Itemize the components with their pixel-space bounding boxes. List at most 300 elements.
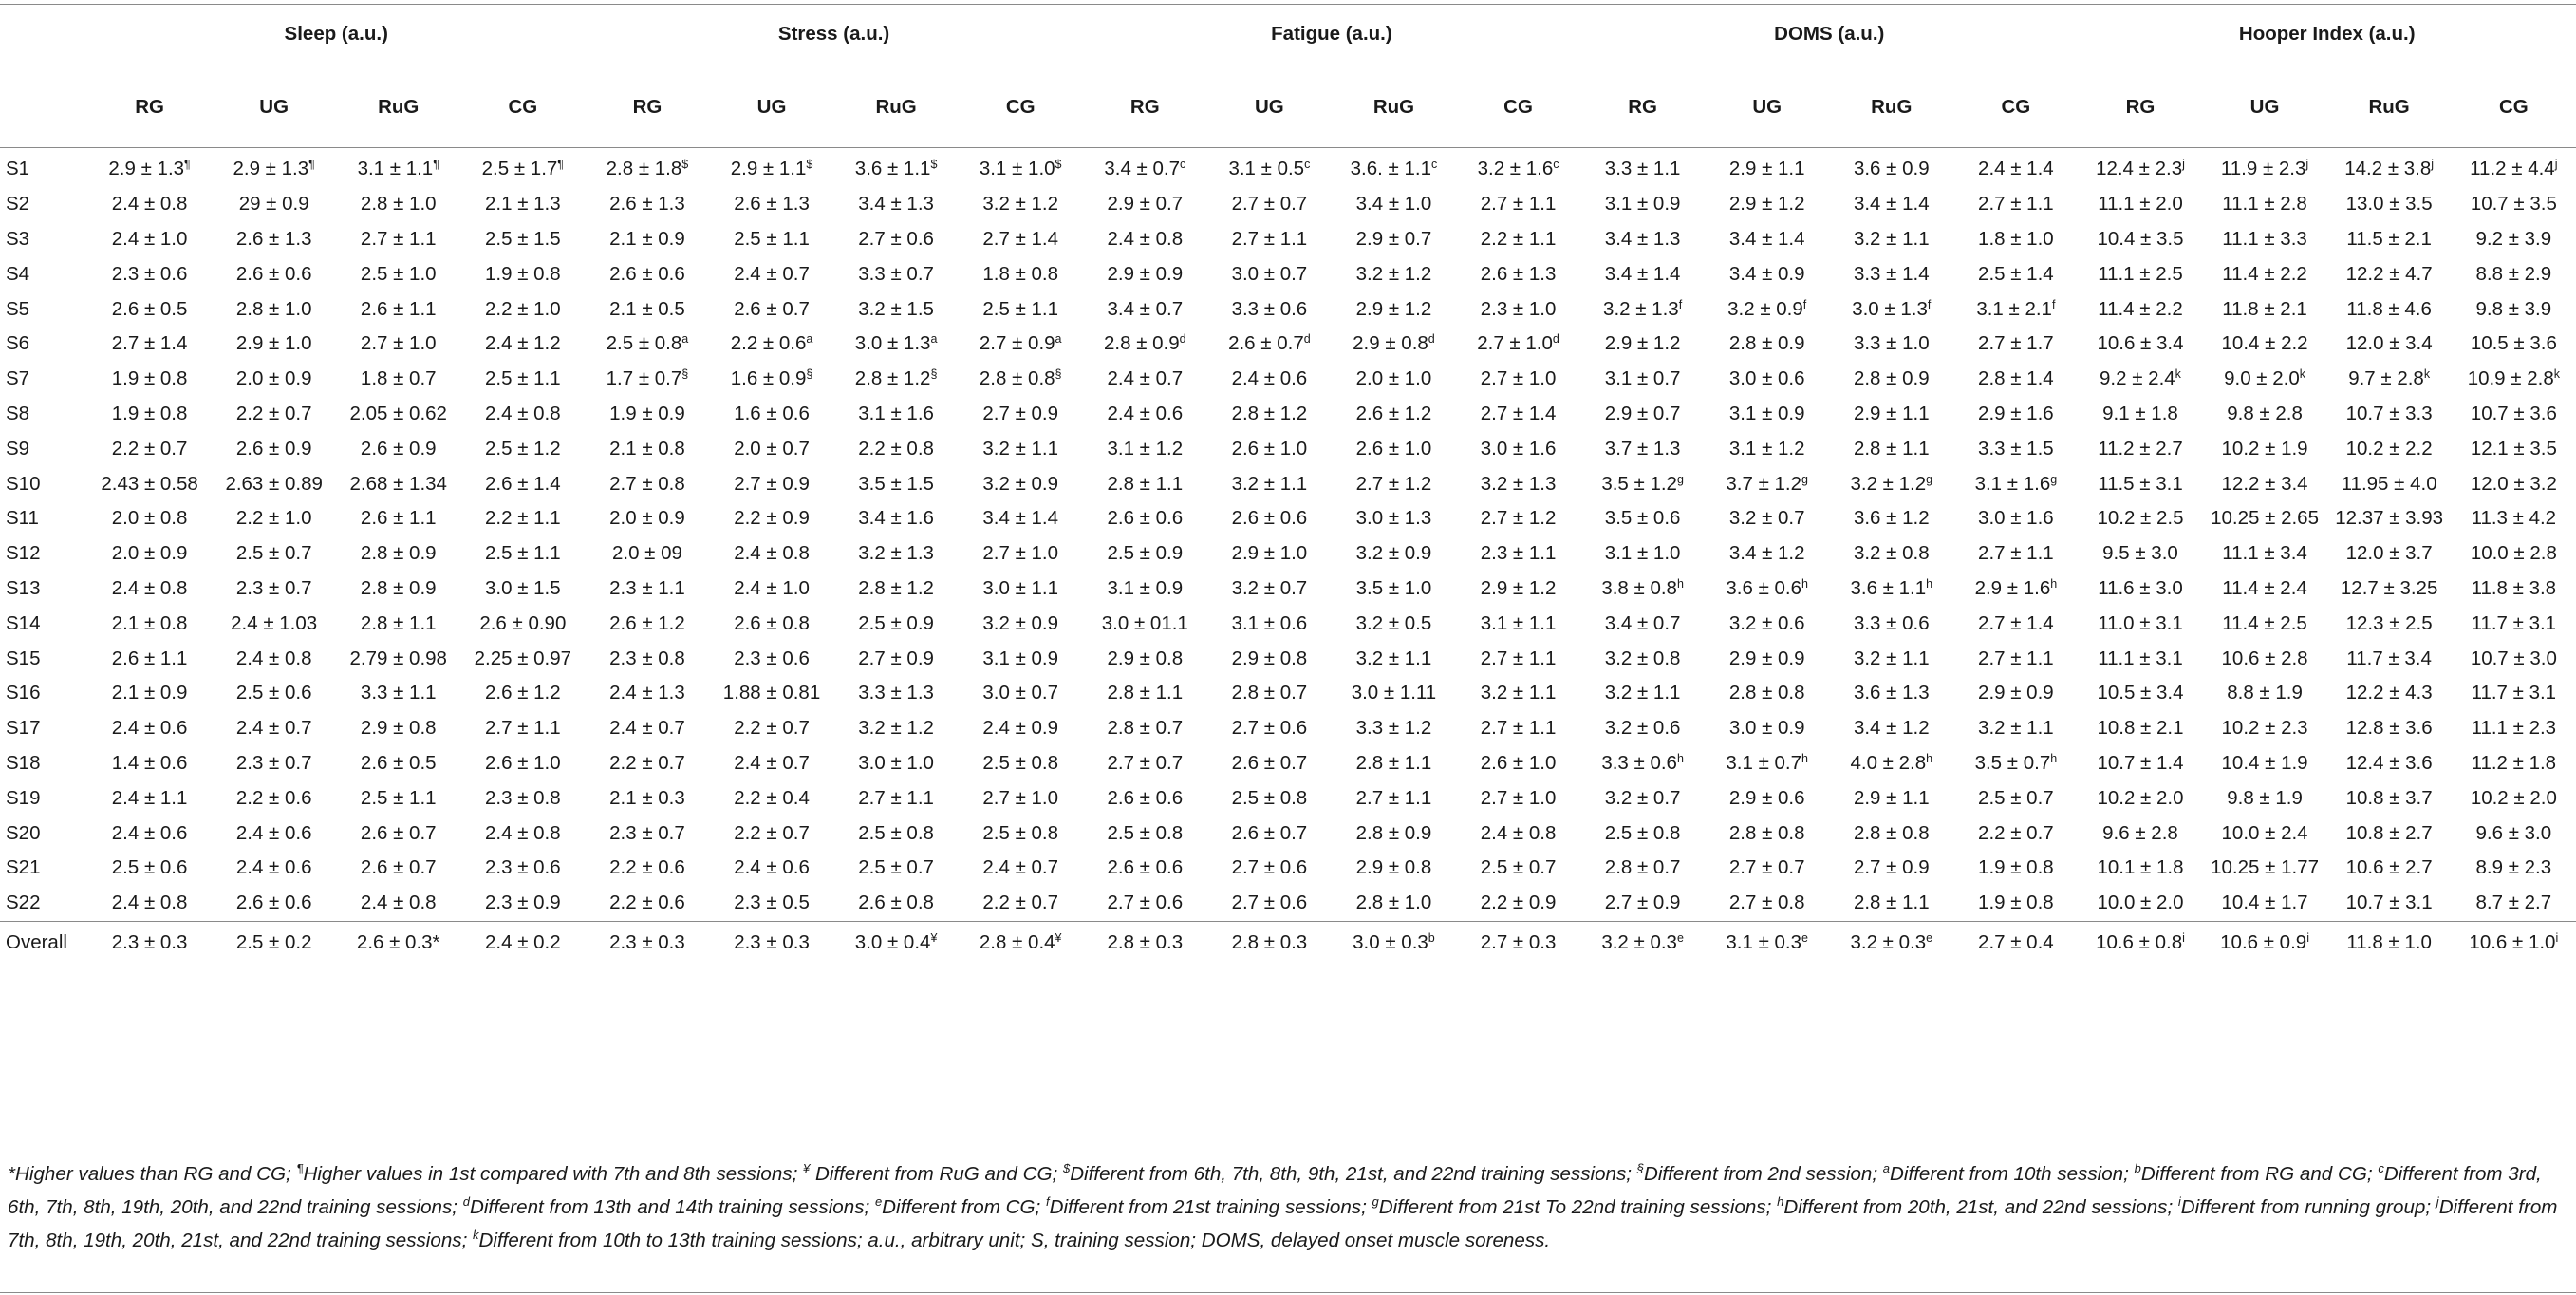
cell-value: 2.9 ± 0.8 bbox=[360, 717, 437, 740]
group-header-sleep: Sleep (a.u.) bbox=[87, 9, 585, 66]
table-cell bbox=[1829, 641, 1953, 676]
cell-value: 2.9 ± 1.3 bbox=[108, 158, 185, 180]
col-header-stress-rug: RuG bbox=[834, 66, 959, 148]
cell-footnote-mark: g bbox=[1676, 472, 1684, 486]
cell-footnote-mark: k bbox=[2175, 367, 2181, 382]
table-cell bbox=[1456, 572, 1580, 607]
cell-footnote-mark: f bbox=[1927, 297, 1932, 311]
cell-value: 10.25 ± 1.77 bbox=[2211, 856, 2319, 879]
table-row bbox=[0, 187, 2576, 222]
cell-value: 2.5 ± 0.6 bbox=[111, 856, 188, 879]
table-cell bbox=[959, 746, 1083, 781]
table-cell bbox=[1580, 816, 1705, 851]
table-cell bbox=[1705, 606, 1829, 641]
cell-value: 2.7 ± 0.9 bbox=[1604, 891, 1681, 914]
table-cell bbox=[1207, 606, 1332, 641]
cell-value: 2.7 ± 1.4 bbox=[111, 332, 188, 355]
table-cell bbox=[460, 572, 585, 607]
table-cell bbox=[2203, 676, 2327, 711]
cell-value: 1.8 ± 0.7 bbox=[360, 367, 437, 390]
cell-value: 3.2 ± 1.1 bbox=[1355, 647, 1432, 669]
cell-value: 3.1 ± 1.6 bbox=[1974, 472, 2051, 495]
cell-value: 10.25 ± 2.65 bbox=[2211, 507, 2319, 530]
cell-value: 3.1 ± 0.6 bbox=[1231, 611, 1308, 634]
cell-value: 2.4 ± 0.6 bbox=[1107, 402, 1184, 424]
table-cell bbox=[87, 606, 212, 641]
table-cell bbox=[959, 851, 1083, 886]
table-cell bbox=[2452, 746, 2576, 781]
bottom-rule bbox=[0, 1292, 2576, 1293]
table-cell bbox=[212, 711, 336, 746]
table-cell bbox=[1207, 148, 1332, 187]
cell-value: 2.3 ± 1.1 bbox=[609, 576, 685, 599]
table-cell bbox=[834, 851, 959, 886]
table-cell bbox=[1705, 397, 1829, 432]
cell-value: 2.6 ± 0.6 bbox=[1231, 507, 1308, 530]
cell-value: 3.2 ± 0.7 bbox=[1728, 507, 1805, 530]
cell-value: 3.1 ± 1.0 bbox=[979, 158, 1055, 180]
cell-value: 11.2 ± 2.7 bbox=[2098, 437, 2183, 460]
table-row bbox=[0, 222, 2576, 257]
cell-value: 10.2 ± 2.2 bbox=[2345, 437, 2433, 460]
cell-value: 3.2 ± 1.5 bbox=[858, 297, 934, 320]
cell-value: 2.7 ± 1.1 bbox=[1231, 227, 1308, 250]
table-cell bbox=[585, 572, 709, 607]
cell-value: 10.9 ± 2.8 bbox=[2467, 367, 2554, 390]
cell-value: 2.7 ± 0.6 bbox=[1231, 717, 1308, 740]
cell-value: 4.0 ± 2.8 bbox=[1850, 751, 1927, 774]
table-cell bbox=[585, 187, 709, 222]
cell-value: 3.4 ± 0.9 bbox=[1728, 262, 1805, 285]
table-cell bbox=[2078, 676, 2202, 711]
table-cell bbox=[2452, 148, 2576, 187]
footnote-text: Different from RG and CG; bbox=[2140, 1163, 2379, 1185]
table-cell bbox=[2452, 921, 2576, 964]
cell-value: 2.9 ± 0.9 bbox=[1728, 647, 1805, 669]
col-header-sleep-rg: RG bbox=[87, 66, 212, 148]
table-cell bbox=[709, 572, 833, 607]
cell-value: 3.4 ± 0.7 bbox=[1104, 158, 1180, 180]
table-cell bbox=[834, 466, 959, 501]
cell-value: 2.4 ± 0.8 bbox=[111, 891, 188, 914]
cell-value: 11.9 ± 2.3 bbox=[2220, 158, 2306, 180]
cell-footnote-mark: j bbox=[2554, 158, 2558, 172]
cell-value: 2.6 ± 0.7 bbox=[734, 297, 810, 320]
table-cell bbox=[460, 851, 585, 886]
cell-value: 3.6. ± 1.1 bbox=[1350, 158, 1431, 180]
cell-value: 2.7 ± 0.9 bbox=[982, 402, 1059, 424]
cell-value: 2.9 ± 1.2 bbox=[1604, 332, 1681, 355]
cell-value: 1.9 ± 0.8 bbox=[111, 367, 188, 390]
table-cell bbox=[460, 606, 585, 641]
cell-footnote-mark: k bbox=[2423, 367, 2431, 382]
table-cell bbox=[1953, 362, 2078, 397]
cell-value: 3.1 ± 1.0 bbox=[1604, 542, 1681, 565]
table-cell bbox=[1332, 256, 1456, 291]
table-cell bbox=[2203, 187, 2327, 222]
cell-value: 10.7 ± 3.0 bbox=[2470, 647, 2557, 669]
cell-value: 3.1 ± 0.9 bbox=[1728, 402, 1805, 424]
table-cell bbox=[1829, 536, 1953, 572]
table-cell bbox=[336, 572, 460, 607]
table-row bbox=[0, 327, 2576, 362]
cell-value: 2.2 ± 0.7 bbox=[734, 717, 810, 740]
cell-value: 2.7 ± 1.2 bbox=[1480, 507, 1557, 530]
table-cell bbox=[87, 780, 212, 816]
cell-value: 3.5 ± 0.7 bbox=[1974, 751, 2051, 774]
table-cell bbox=[2452, 886, 2576, 921]
cell-value: 3.1 ± 0.3 bbox=[1726, 930, 1802, 953]
col-header-doms-rug: RuG bbox=[1829, 66, 1953, 148]
table-cell bbox=[1207, 921, 1332, 964]
cell-value: 2.6 ± 0.5 bbox=[360, 751, 437, 774]
table-cell bbox=[1332, 711, 1456, 746]
table-cell bbox=[2452, 256, 2576, 291]
table-cell bbox=[1953, 501, 2078, 536]
table-cell bbox=[1580, 851, 1705, 886]
cell-value: 2.1 ± 0.9 bbox=[111, 682, 188, 704]
cell-value: 2.2 ± 0.7 bbox=[609, 751, 685, 774]
table-cell bbox=[834, 187, 959, 222]
table-cell bbox=[460, 816, 585, 851]
table-cell bbox=[1953, 746, 2078, 781]
table-cell bbox=[2078, 431, 2202, 466]
table-cell bbox=[1332, 327, 1456, 362]
table-cell bbox=[87, 466, 212, 501]
cell-value: 9.7 ± 2.8 bbox=[2348, 367, 2424, 390]
table-cell bbox=[1953, 222, 2078, 257]
footnote-text: Different from 21st To 22nd training sessions; bbox=[1378, 1196, 1778, 1218]
table-cell bbox=[212, 536, 336, 572]
cell-value: 2.4 ± 1.2 bbox=[485, 332, 561, 355]
table-cell bbox=[834, 291, 959, 327]
table-cell bbox=[1207, 780, 1332, 816]
table-cell bbox=[212, 148, 336, 187]
cell-value: 2.7 ± 1.4 bbox=[982, 227, 1059, 250]
table-cell bbox=[834, 536, 959, 572]
cell-value: 2.9 ± 1.2 bbox=[1355, 297, 1432, 320]
table-cell bbox=[336, 676, 460, 711]
table-cell bbox=[2203, 886, 2327, 921]
cell-value: 3.0 ± 0.9 bbox=[1728, 717, 1805, 740]
cell-value: 2.2 ± 0.8 bbox=[858, 437, 934, 460]
cell-value: 2.8 ± 1.0 bbox=[1355, 891, 1432, 914]
cell-value: 2.8 ± 0.8 bbox=[979, 367, 1055, 390]
table-cell bbox=[1705, 676, 1829, 711]
cell-value: 2.8 ± 1.8 bbox=[606, 158, 682, 180]
table-cell bbox=[2203, 291, 2327, 327]
table-row bbox=[0, 536, 2576, 572]
table-cell bbox=[1207, 466, 1332, 501]
cell-value: 2.6 ± 0.3* bbox=[356, 930, 440, 953]
table-cell bbox=[460, 466, 585, 501]
table-cell bbox=[1580, 431, 1705, 466]
cell-value: 2.4 ± 0.7 bbox=[1107, 367, 1184, 390]
cell-value: 3.4 ± 1.4 bbox=[1604, 262, 1681, 285]
cell-value: 2.3 ± 0.8 bbox=[485, 786, 561, 809]
cell-value: 2.5 ± 0.7 bbox=[858, 856, 934, 879]
table-cell bbox=[1705, 746, 1829, 781]
cell-value: 2.6 ± 0.7 bbox=[1231, 751, 1308, 774]
cell-value: 2.7 ± 0.7 bbox=[1728, 856, 1805, 879]
table-cell bbox=[959, 222, 1083, 257]
table-cell bbox=[1580, 536, 1705, 572]
table-cell bbox=[1456, 362, 1580, 397]
cell-value: 2.6 ± 1.3 bbox=[1480, 262, 1557, 285]
cell-footnote-mark: j bbox=[2431, 158, 2435, 172]
cell-footnote-mark: h bbox=[1926, 751, 1933, 765]
session-label: S17 bbox=[6, 717, 41, 740]
table-cell bbox=[1829, 711, 1953, 746]
cell-value: 3.1 ± 1.6 bbox=[858, 402, 934, 424]
session-label: Overall bbox=[6, 930, 67, 953]
table-cell bbox=[1953, 431, 2078, 466]
cell-value: 2.6 ± 0.7 bbox=[1231, 821, 1308, 844]
table-cell bbox=[212, 816, 336, 851]
table-cell bbox=[2078, 222, 2202, 257]
table-cell bbox=[212, 222, 336, 257]
table-cell bbox=[1580, 291, 1705, 327]
table-cell bbox=[585, 606, 709, 641]
cell-value: 10.6 ± 2.7 bbox=[2345, 856, 2433, 879]
cell-value: 2.6 ± 1.3 bbox=[235, 227, 312, 250]
cell-value: 2.6 ± 1.2 bbox=[609, 611, 685, 634]
table-cell bbox=[834, 222, 959, 257]
cell-value: 2.8 ± 1.1 bbox=[1107, 682, 1184, 704]
table-footnote bbox=[8, 1157, 2570, 1257]
cell-value: 2.6 ± 0.6 bbox=[1107, 507, 1184, 530]
cell-value: 2.7 ± 1.0 bbox=[982, 542, 1059, 565]
table-cell bbox=[460, 641, 585, 676]
cell-value: 2.7 ± 1.7 bbox=[1978, 332, 2054, 355]
cell-value: 2.8 ± 0.4 bbox=[979, 930, 1055, 953]
table-cell bbox=[460, 327, 585, 362]
cell-value: 2.8 ± 1.1 bbox=[1355, 751, 1432, 774]
table-cell bbox=[1207, 222, 1332, 257]
cell-value: 11.1 ± 3.1 bbox=[2098, 647, 2183, 669]
cell-value: 3.2 ± 0.5 bbox=[1355, 611, 1432, 634]
cell-value: 2.9 ± 1.6 bbox=[1974, 576, 2051, 599]
table-cell bbox=[709, 641, 833, 676]
cell-value: 2.4 ± 0.6 bbox=[235, 821, 312, 844]
cell-value: 2.5 ± 0.8 bbox=[1231, 786, 1308, 809]
cell-value: 2.2 ± 0.4 bbox=[734, 786, 810, 809]
cell-value: 11.2 ± 1.8 bbox=[2471, 751, 2557, 774]
cell-value: 9.2 ± 3.9 bbox=[2475, 227, 2552, 250]
cell-footnote-mark: h bbox=[1676, 576, 1684, 591]
cell-value: 2.5 ± 0.6 bbox=[235, 682, 312, 704]
footnote-text: *Higher values than RG and CG; bbox=[8, 1163, 297, 1185]
cell-value: 12.0 ± 3.2 bbox=[2470, 472, 2557, 495]
table-cell bbox=[1456, 676, 1580, 711]
cell-footnote-mark: § bbox=[681, 367, 689, 382]
col-header-stress-rg: RG bbox=[585, 66, 709, 148]
table-row bbox=[0, 780, 2576, 816]
table-cell bbox=[212, 606, 336, 641]
table-cell bbox=[460, 921, 585, 964]
cell-value: 2.1 ± 0.9 bbox=[609, 227, 685, 250]
cell-value: 10.2 ± 2.0 bbox=[2097, 786, 2184, 809]
table-cell bbox=[1829, 572, 1953, 607]
cell-footnote-mark: k bbox=[2553, 367, 2560, 382]
table-cell bbox=[959, 256, 1083, 291]
cell-value: 11.1 ± 3.4 bbox=[2222, 542, 2307, 565]
table-cell bbox=[1953, 291, 2078, 327]
table-cell bbox=[1705, 466, 1829, 501]
table-cell bbox=[87, 148, 212, 187]
cell-value: 2.4 ± 0.6 bbox=[1231, 367, 1308, 390]
top-rule bbox=[0, 4, 2576, 5]
cell-value: 3.1 ± 0.7 bbox=[1604, 367, 1681, 390]
cell-value: 11.1 ± 3.3 bbox=[2222, 227, 2307, 250]
table-cell bbox=[959, 291, 1083, 327]
cell-value: 10.8 ± 2.7 bbox=[2345, 821, 2433, 844]
cell-value: 3.8 ± 0.8 bbox=[1601, 576, 1677, 599]
footnote-mark: e bbox=[874, 1194, 883, 1209]
cell-value: 2.2 ± 1.1 bbox=[485, 507, 561, 530]
cell-value: 2.9 ± 1.6 bbox=[1978, 402, 2054, 424]
cell-value: 3.1 ± 0.9 bbox=[982, 647, 1059, 669]
cell-value: 2.4 ± 0.7 bbox=[982, 856, 1059, 879]
table-cell bbox=[2203, 606, 2327, 641]
table-cell bbox=[2078, 327, 2202, 362]
table-cell bbox=[460, 780, 585, 816]
table-cell bbox=[1953, 187, 2078, 222]
table-cell bbox=[2203, 501, 2327, 536]
table-cell bbox=[585, 886, 709, 921]
table-cell bbox=[2452, 641, 2576, 676]
table-cell bbox=[1456, 921, 1580, 964]
table-cell bbox=[709, 256, 833, 291]
table-row bbox=[0, 816, 2576, 851]
group-header-stress: Stress (a.u.) bbox=[585, 9, 1082, 66]
footnote-mark: d bbox=[462, 1194, 470, 1209]
cell-value: 2.4 ± 0.6 bbox=[111, 717, 188, 740]
cell-footnote-mark: a bbox=[1055, 332, 1062, 347]
cell-value: 1.88 ± 0.81 bbox=[722, 682, 821, 704]
cell-value: 3.2 ± 1.1 bbox=[982, 437, 1059, 460]
cell-value: 2.6 ± 1.1 bbox=[360, 297, 437, 320]
cell-value: 3.2 ± 0.9 bbox=[1727, 297, 1803, 320]
cell-value: 3.1 ± 0.9 bbox=[1107, 576, 1184, 599]
table-cell bbox=[2327, 886, 2452, 921]
cell-value: 2.7 ± 0.9 bbox=[1853, 856, 1930, 879]
table-cell bbox=[1332, 572, 1456, 607]
table-cell bbox=[2078, 921, 2202, 964]
table-cell bbox=[2203, 327, 2327, 362]
footnote-mark: b bbox=[2134, 1161, 2141, 1175]
cell-value: 2.9 ± 0.7 bbox=[1604, 402, 1681, 424]
table-cell bbox=[959, 536, 1083, 572]
cell-value: 2.8 ± 1.2 bbox=[858, 576, 934, 599]
cell-value: 3.0 ± 1.0 bbox=[858, 751, 934, 774]
cell-value: 2.9 ± 1.1 bbox=[730, 158, 807, 180]
table-cell bbox=[585, 501, 709, 536]
table-cell bbox=[1083, 256, 1207, 291]
table-cell bbox=[709, 148, 833, 187]
table-cell bbox=[1083, 676, 1207, 711]
cell-value: 3.0 ± 01.1 bbox=[1101, 611, 1188, 634]
footnote-mark: a bbox=[1882, 1161, 1891, 1175]
table-row bbox=[0, 466, 2576, 501]
table-cell bbox=[2203, 816, 2327, 851]
table-cell bbox=[2078, 187, 2202, 222]
cell-value: 3.0 ± 1.3 bbox=[854, 332, 931, 355]
table-cell bbox=[87, 327, 212, 362]
table-cell bbox=[2203, 222, 2327, 257]
cell-value: 2.4 ± 0.7 bbox=[734, 262, 810, 285]
cell-value: 2.3 ± 0.3 bbox=[111, 930, 188, 953]
cell-value: 11.7 ± 3.1 bbox=[2471, 611, 2557, 634]
table-cell bbox=[87, 572, 212, 607]
session-header-blank bbox=[0, 66, 87, 148]
cell-value: 2.1 ± 0.8 bbox=[609, 437, 685, 460]
cell-footnote-mark: j bbox=[2182, 158, 2185, 172]
table-cell bbox=[709, 606, 833, 641]
cell-value: 2.4 ± 0.8 bbox=[1480, 821, 1557, 844]
cell-value: 2.0 ± 0.9 bbox=[609, 507, 685, 530]
cell-value: 2.2 ± 0.6 bbox=[730, 332, 807, 355]
cell-value: 9.1 ± 1.8 bbox=[2102, 402, 2178, 424]
table-cell bbox=[87, 676, 212, 711]
table-cell bbox=[2327, 536, 2452, 572]
cell-value: 2.8 ± 0.9 bbox=[1104, 332, 1180, 355]
table-cell bbox=[709, 921, 833, 964]
cell-value: 10.6 ± 0.9 bbox=[2220, 930, 2307, 953]
table-cell bbox=[2078, 886, 2202, 921]
cell-footnote-mark: g bbox=[1926, 472, 1933, 486]
table-cell bbox=[212, 746, 336, 781]
cell-value: 2.5 ± 0.2 bbox=[235, 930, 312, 953]
cell-value: 2.8 ± 1.1 bbox=[1107, 472, 1184, 495]
cell-value: 2.7 ± 1.1 bbox=[1480, 717, 1557, 740]
table-cell bbox=[336, 501, 460, 536]
cell-value: 2.6 ± 0.7 bbox=[1228, 332, 1304, 355]
cell-footnote-mark: ¶ bbox=[308, 158, 315, 172]
table-cell bbox=[1332, 187, 1456, 222]
table-cell bbox=[1580, 746, 1705, 781]
cell-value: 2.2 ± 0.7 bbox=[982, 891, 1059, 914]
cell-value: 1.9 ± 0.8 bbox=[1978, 891, 2054, 914]
table-cell bbox=[1829, 291, 1953, 327]
session-label: S9 bbox=[6, 437, 30, 460]
session-label: S10 bbox=[6, 472, 41, 495]
cell-value: 3.2 ± 1.1 bbox=[1853, 647, 1930, 669]
cell-footnote-mark: i bbox=[2182, 930, 2185, 945]
cell-footnote-mark: $ bbox=[1055, 158, 1062, 172]
col-header-stress-cg: CG bbox=[959, 66, 1083, 148]
cell-value: 2.2 ± 0.9 bbox=[734, 507, 810, 530]
cell-footnote-mark: f bbox=[1802, 297, 1807, 311]
cell-footnote-mark: ¥ bbox=[1055, 930, 1062, 945]
cell-value: 2.8 ± 0.8 bbox=[1728, 682, 1805, 704]
cell-footnote-mark: d bbox=[1179, 332, 1186, 347]
footnote-text: Different from 2nd session; bbox=[1643, 1163, 1883, 1185]
cell-value: 9.8 ± 3.9 bbox=[2475, 297, 2552, 320]
cell-value: 2.9 ± 0.7 bbox=[1355, 227, 1432, 250]
cell-value: 2.8 ± 0.3 bbox=[1231, 930, 1308, 953]
cell-value: 2.6 ± 1.4 bbox=[485, 472, 561, 495]
cell-value: 2.8 ± 1.1 bbox=[360, 611, 437, 634]
table-cell bbox=[1207, 431, 1332, 466]
table-cell bbox=[1083, 780, 1207, 816]
cell-value: 3.6 ± 0.9 bbox=[1853, 158, 1930, 180]
table-cell bbox=[1332, 780, 1456, 816]
cell-value: 11.4 ± 2.2 bbox=[2222, 262, 2307, 285]
footnote-text: Different from 20th, 21st, and 22nd sessions; bbox=[1783, 1196, 2178, 1218]
table-cell bbox=[709, 327, 833, 362]
table-cell bbox=[2078, 362, 2202, 397]
